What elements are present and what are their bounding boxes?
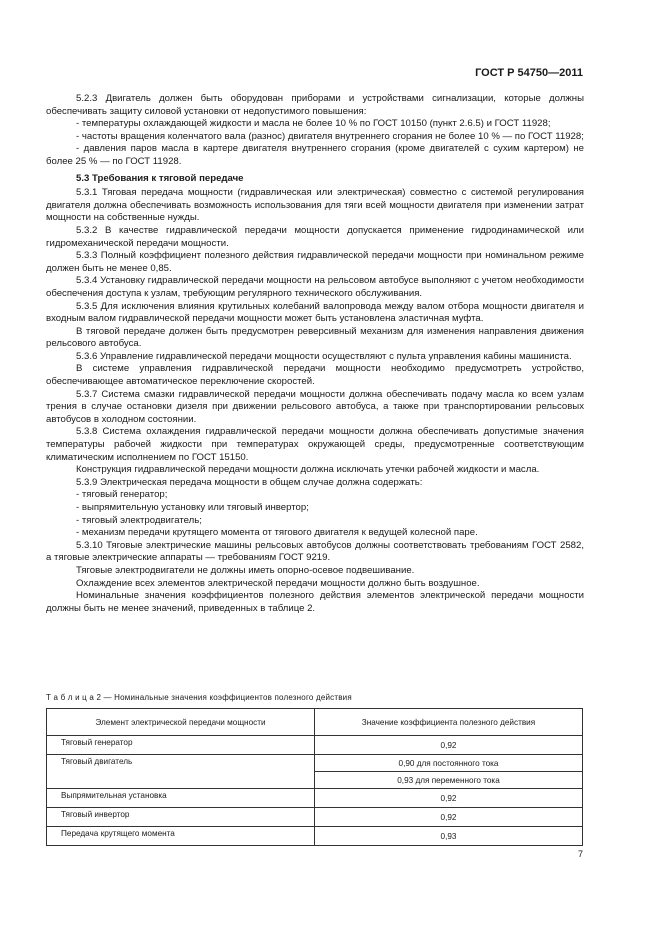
paragraph: 5.3.6 Управление гидравлической передачи мощности осуществляют с пульта управления кабины машиниста.	[76, 350, 572, 362]
table-cell-value: 0,92	[315, 789, 583, 808]
paragraph: В системе управления гидравлической передачи мощности необходимо предусмотреть устройство, обеспечивающее автоматическое переключение скоростей.	[46, 363, 584, 388]
paragraph: 5.3.4 Установку гидравлической передачи мощности на рельсовом автобусе выполняют с учетом необходимости обеспечения доступа к узлам, требующим регулярного технического обслуживания.	[46, 275, 584, 299]
paragraph: Номинальные значения коэффициентов полезного действия элементов электрической передачи мощности должны быть не менее значений, приведенных в таблице 2.	[46, 590, 584, 614]
paragraph: 5.3.3 Полный коэффициент полезного действия гидравлической передачи мощности при номинальном режиме должен быть не менее 0,85.	[46, 250, 584, 274]
table-cell-element: Тяговый инвертор	[47, 808, 315, 827]
list-item: - тяговый электродвигатель;	[76, 514, 202, 526]
list-item: - температуры охлаждающей жидкости и масла не более 10 % по ГОСТ 10150 (пункт 2.6.5) и ГОСТ 11928;	[76, 118, 551, 130]
paragraph: 5.3.10 Тяговые электрические машины рельсовых автобусов должны соответствовать требованиям ГОСТ 2582, а тяговые электрические аппараты — требованиям ГОСТ 9219.	[46, 539, 584, 564]
paragraph: 5.3.1 Тяговая передача мощности (гидравлическая или электрическая) совместно с системой регулирования двигателя должна обеспечивать возможность использования для тяги всей мощности двигателя при изменении затрат мощности на собственные нужды.	[46, 187, 584, 224]
table-header-row	[47, 709, 583, 736]
table-caption: Т а б л и ц а 2 — Номинальные значения коэффициентов полезного действия	[46, 693, 352, 702]
table-cell-element: Выпрямительная установка	[47, 789, 315, 808]
page-number: 7	[577, 849, 583, 859]
table-cell-element: Тяговый двигатель	[47, 755, 315, 789]
table-cell-value: 0,92	[315, 736, 583, 755]
paragraph: 5.3.5 Для исключения влияния крутильных колебаний валопровода между валом отбора мощности двигателя и входным валом гидравлической передачи мощности может быть установлена эластичная муфта.	[46, 300, 584, 325]
list-item: - давления паров масла в картере двигателя внутреннего сгорания (кроме двигателей с сухим картером) не более 25 % — по ГОСТ 11928.	[46, 143, 584, 167]
paragraph: 5.3.2 В качестве гидравлической передачи мощности допускается применение гидродинамической или гидромеханической передачи мощности.	[46, 224, 584, 249]
table-row	[47, 789, 583, 808]
table-cell-element: Передача крутящего момента	[47, 827, 315, 846]
paragraph: Охлаждение всех элементов электрической передачи мощности должно быть воздушное.	[76, 577, 480, 589]
efficiency-table	[46, 708, 583, 846]
paragraph: 5.3.7 Система смазки гидравлической передачи мощности должна обеспечивать подачу масла ко всем узлам трения в случае остановки дизеля при движении рельсового автобуса, а также при транспортировании рельсовых автобусов в холодном состоянии.	[46, 388, 584, 425]
column-header-value: Значение коэффициента полезного действия	[315, 709, 583, 736]
paragraph: 5.2.3 Двигатель должен быть оборудован приборами и устройствами сигнализации, которые должны обеспечивать защиту силовой установки от недопустимого повышения:	[46, 93, 584, 117]
table-cell-value: 0,92	[315, 808, 583, 827]
list-item: - выпрямительную установку или тяговый инвертор;	[76, 502, 309, 513]
table-row	[47, 827, 583, 846]
table-cell-value: 0,93 для переменного тока	[315, 772, 583, 789]
paragraph: Конструкция гидравлической передачи мощности должна исключать утечки рабочей жидкости и масла.	[76, 464, 540, 476]
paragraph: Тяговые электродвигатели не должны иметь опорно-осевое подвешивание.	[76, 564, 415, 576]
table-cell-value: 0,93	[315, 827, 583, 846]
table-row	[47, 808, 583, 827]
paragraph: 5.3.8 Система охлаждения гидравлической передачи мощности должна обеспечивать допустимые значения температуры рабочей жидкости при температурах окружающей среды, предусмотренные соответствующим климатическим исполнением по ГОСТ 15150.	[46, 426, 584, 463]
list-item: - механизм передачи крутящего момента от тягового двигателя к ведущей колесной паре.	[76, 527, 478, 539]
list-item: - тяговый генератор;	[76, 489, 168, 501]
list-item: - частоты вращения коленчатого вала (разнос) двигателя внутреннего сгорания не более 10 % — по ГОСТ 11928;	[76, 130, 584, 142]
section-title: 5.3 Требования к тяговой передаче	[76, 172, 244, 184]
document-header: ГОСТ Р 54750—2011	[475, 67, 583, 79]
table-row	[47, 755, 583, 772]
column-header-element: Элемент электрической передачи мощности	[47, 709, 315, 736]
paragraph: 5.3.9 Электрическая передача мощности в общем случае должна содержать:	[76, 476, 423, 488]
document-body	[46, 93, 584, 615]
table-cell-element: Тяговый генератор	[47, 736, 315, 755]
table-row	[47, 736, 583, 755]
paragraph: В тяговой передаче должен быть предусмотрен реверсивный механизм для изменения направления движения рельсового автобуса.	[46, 325, 584, 350]
table-cell-value: 0,90 для постоянного тока	[315, 755, 583, 772]
